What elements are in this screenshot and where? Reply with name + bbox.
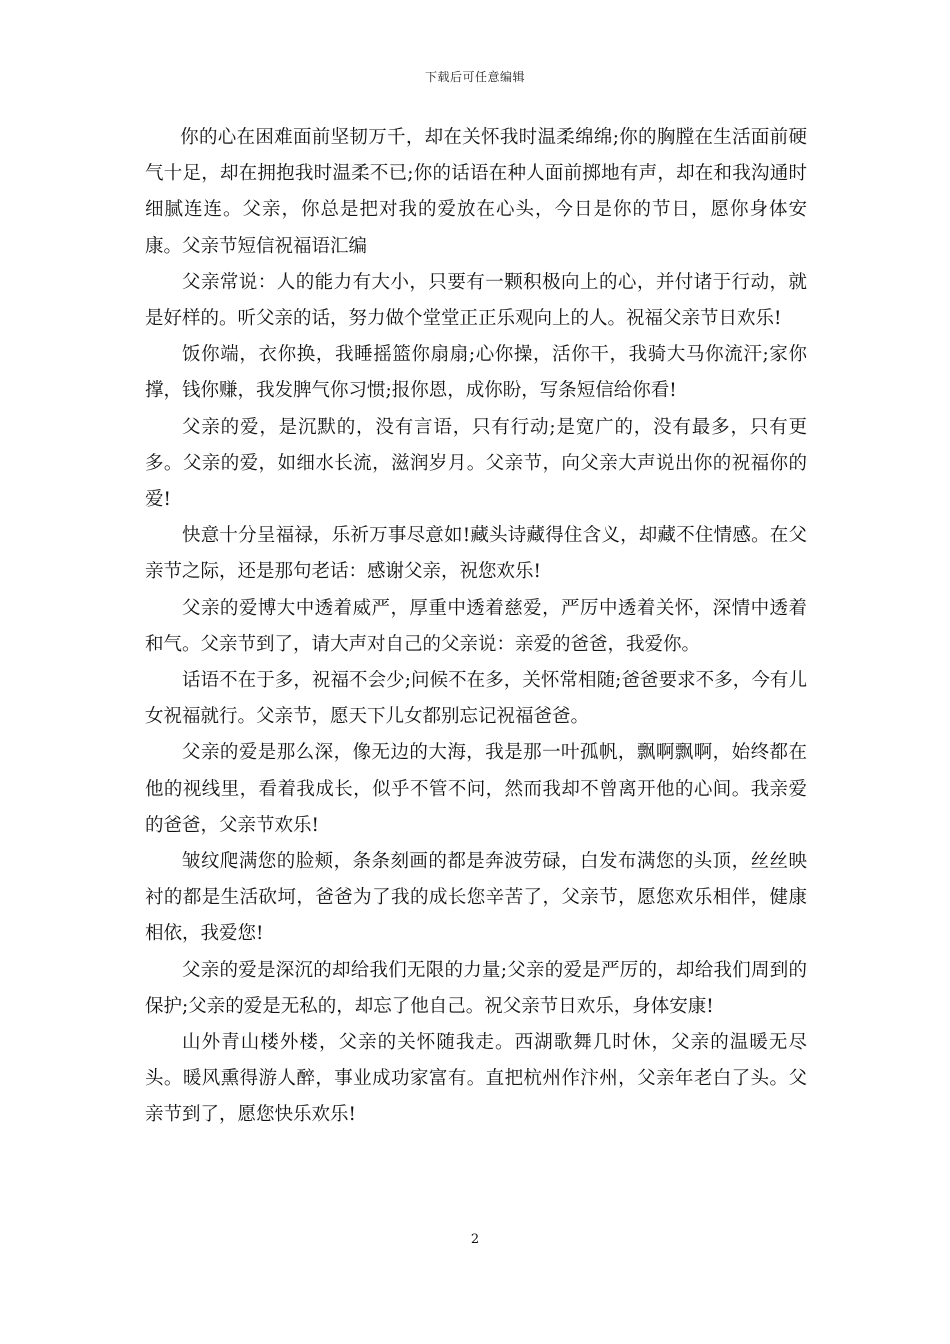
paragraph: 快意十分呈福禄，乐祈万事尽意如!藏头诗藏得住含义，却藏不住情感。在父亲节之际，还是那句老话：感谢父亲，祝您欢乐! bbox=[145, 525, 807, 583]
paragraph: 父亲的爱博大中透着威严，厚重中透着慈爱，严厉中透着关怀，深情中透着和气。父亲节到了，请大声对自己的父亲说：亲爱的爸爸，我爱你。 bbox=[145, 597, 807, 655]
paragraph: 父亲的爱是深沉的却给我们无限的力量;父亲的爱是严厉的，却给我们周到的保护;父亲的爱是无私的，却忘了他自己。祝父亲节日欢乐，身体安康! bbox=[145, 959, 807, 1017]
page-number: 2 bbox=[470, 1232, 480, 1247]
paragraph: 父亲的爱是那么深，像无边的大海，我是那一叶孤帆，飘啊飘啊，始终都在他的视线里，看着我成长，似乎不管不问，然而我却不曾离开他的心间。我亲爱的爸爸，父亲节欢乐! bbox=[145, 742, 807, 836]
paragraph: 话语不在于多，祝福不会少;问候不在多，关怀常相随;爸爸要求不多，今有儿女祝福就行。父亲节，愿天下儿女都别忘记祝福爸爸。 bbox=[145, 670, 807, 728]
paragraph: 父亲常说：人的能力有大小，只要有一颗积极向上的心，并付诸于行动，就是好样的。听父亲的话，努力做个堂堂正正乐观向上的人。祝福父亲节日欢乐! bbox=[145, 271, 807, 330]
paragraph: 你的心在困难面前坚韧万千，却在关怀我时温柔绵绵;你的胸膛在生活面前硬气十足，却在拥抱我时温柔不已;你的话语在种人面前掷地有声，却在和我沟通时细腻连连。父亲，你总是把对我的爱放在心头，今日是你的节日，愿你身体安康。父亲节短信祝福语汇编 bbox=[145, 127, 807, 257]
paragraph: 皱纹爬满您的脸颊，条条刻画的都是奔波劳碌，白发布满您的头顶，丝丝映衬的都是生活砍坷，爸爸为了我的成长您辛苦了，父亲节，愿您欢乐相伴，健康相依，我爱您! bbox=[145, 851, 807, 945]
document-body bbox=[145, 120, 807, 1134]
page-header: 下载后可任意编辑 bbox=[424, 70, 525, 84]
paragraph: 饭你端，衣你换，我睡摇篮你扇扇;心你操，活你干，我骑大马你流汗;家你撑，钱你赚，我发脾气你习惯;报你恩，成你盼，写条短信给你看! bbox=[145, 344, 807, 402]
paragraph: 父亲的爱，是沉默的，没有言语，只有行动;是宽广的，没有最多，只有更多。父亲的爱，如细水长流，滋润岁月。父亲节，向父亲大声说出你的祝福你的爱! bbox=[145, 416, 807, 511]
paragraph: 山外青山楼外楼，父亲的关怀随我走。西湖歌舞几时休，父亲的温暖无尽头。暖风熏得游人醉，事业成功家富有。直把杭州作汴州，父亲年老白了头。父亲节到了，愿您快乐欢乐! bbox=[145, 1032, 807, 1126]
